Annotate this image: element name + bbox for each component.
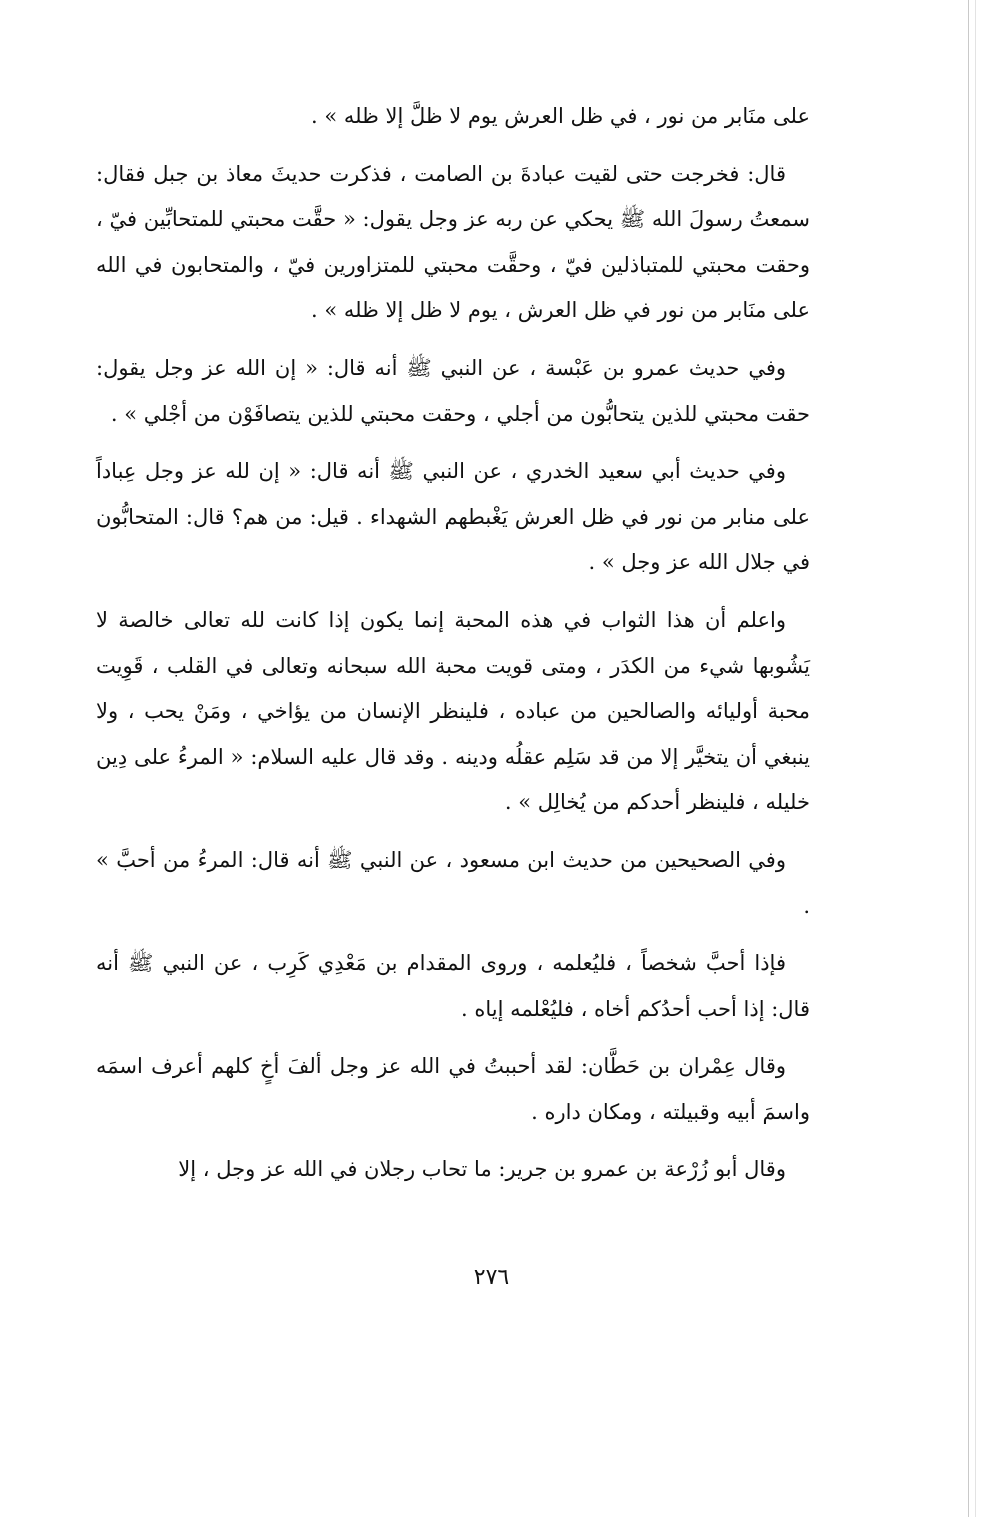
paragraph-abu-said-hadith: وفي حديث أبي سعيد الخدري ، عن النبي ﷺ أنه قال: « إن لله عز وجل عِباداً على منابر من نور في ظل العرش يَغْبطهم الشهداء . قيل: من هم؟ قال: المتحابُّون في جلال الله عز وجل » . bbox=[96, 459, 810, 575]
paragraph-continuation: على منَابر من نور ، في ظل العرش يوم لا ظلَّ إلا ظله » . bbox=[311, 104, 810, 128]
paragraph-abu-zura-quote: وقال أبو زُرْعة بن عمرو بن جرير: ما تحاب رجلان في الله عز وجل ، إلا bbox=[178, 1157, 786, 1182]
paragraph-ibn-masud-hadith: وفي الصحيحين من حديث ابن مسعود ، عن النبي ﷺ أنه قال: المرءُ من أحبَّ » . bbox=[96, 847, 810, 918]
paragraph-miqdam-hadith: فإذا أحبَّ شخصاً ، فليُعلمه ، وروى المقدام بن مَعْدِي كَرِب ، عن النبي ﷺ أنه قال: إذا أحب أحدُكم أخاه ، فليُعْلمه إياه . bbox=[96, 951, 810, 1021]
body-text bbox=[96, 94, 810, 1205]
paragraph-ubada-hadith: قال: فخرجت حتى لقيت عبادةَ بن الصامت ، فذكرت حديثَ معاذ بن جبل فقال: سمعتُ رسولَ الله ﷺ يحكي عن ربه عز وجل يقول: « حقَّت محبتي للمتحابِّين فيّ ، وحقت محبتي للمتباذلين فيّ ، وحقَّت محبتي للمتزاورين فيّ ، والمتحابون في الله على منَابر من نور في ظل العرش ، يوم لا ظل إلا ظله » . bbox=[96, 161, 810, 323]
paragraph-reward-explanation: واعلم أن هذا الثواب في هذه المحبة إنما يكون إذا كانت لله تعالى خالصة لا يَشُوبها شيء من الكدَر ، ومتى قويت محبة الله سبحانه وتعالى في القلب ، قَوِيت محبة أوليائه والصالحين من عباده ، فلينظر الإنسان من يؤاخي ، ومَنْ يحب ، ولا ينبغي أن يتخيَّر إلا من قد سَلِم عقلُه ودينه . وقد قال عليه السلام: « المرءُ على دِين خليله ، فلينظر أحدكم من يُخالِل » . bbox=[96, 607, 810, 815]
page-number: ٢٧٦ bbox=[473, 1265, 510, 1290]
paragraph-imran-quote: وقال عِمْران بن حَطَّان: لقد أحببتُ في الله عز وجل ألفَ أخٍ كلهم أعرف اسمَه واسمَ أبيه وقبيلته ، ومكان داره . bbox=[96, 1054, 810, 1124]
paragraph-amr-hadith: وفي حديث عمرو بن عَبْسة ، عن النبي ﷺ أنه قال: « إن الله عز وجل يقول: حقت محبتي للذين يتحابُّون من أجلي ، وحقت محبتي للذين يتصافَوْن من أجْلي » . bbox=[96, 355, 810, 426]
